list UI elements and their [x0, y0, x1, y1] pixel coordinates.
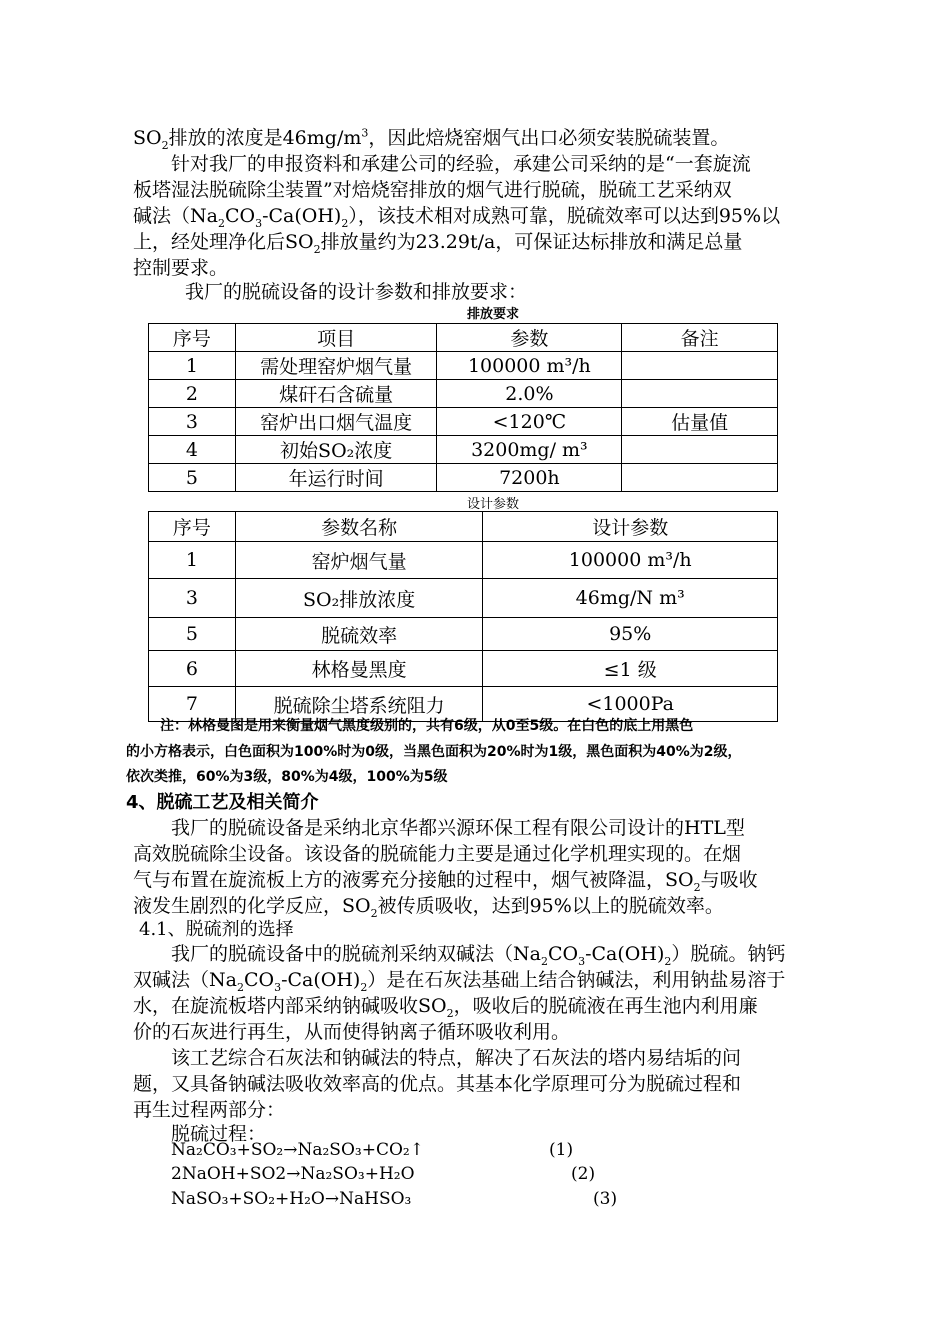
table-cell: 1 [149, 352, 236, 380]
equation-number: (3) [593, 1189, 618, 1209]
table-cell: 初始SO₂浓度 [235, 436, 437, 464]
paragraph-line: 脱硫过程： [171, 1123, 267, 1145]
equation-number: (2) [571, 1164, 596, 1184]
paragraph-line: 价的石灰进行再生，从而使得钠离子循环吸收利用。 [133, 1021, 571, 1043]
paragraph-line: 板塔湿法脱硫除尘装置”对焙烧窑排放的烟气进行脱硫，脱硫工艺采纳双 [133, 179, 732, 201]
paragraph-line: 针对我厂的申报资料和承建公司的经验，承建公司采纳的是“一套旋流 [171, 153, 751, 175]
paragraph-line: 高效脱硫除尘设备。该设备的脱硫能力主要是通过化学机理实现的。在烟 [133, 843, 742, 865]
table-cell: 窑炉烟气量 [235, 542, 483, 579]
table-cell: 窑炉出口烟气温度 [235, 408, 437, 436]
table-cell: 100000 m³/h [437, 352, 622, 380]
table-caption: 排放要求 [467, 307, 520, 322]
table-cell: 林格曼黑度 [235, 651, 483, 687]
table-cell: 脱硫效率 [235, 618, 483, 651]
table-cell: 2.0% [437, 380, 622, 408]
paragraph-line: 我厂的脱硫设备中的脱硫剂采纳双碱法$(Na_2CO_3-Ca(OH)_2)$脱硫。钠钙 [171, 943, 786, 968]
table-cell: 4 [149, 436, 236, 464]
table-cell: ≤1 级 [483, 651, 778, 687]
design-parameters-table [148, 511, 778, 722]
table-cell: 5 [149, 618, 236, 651]
paragraph-line: 我厂的脱硫设备是采纳北京华都兴源环保工程有限公司设计的HTL型 [171, 817, 745, 839]
chemical-equation: NaSO₃+SO₂+H₂O→NaHSO₃ [171, 1189, 412, 1209]
table-cell: 46mg/N m³ [483, 579, 778, 618]
table-cell: 7200h [437, 464, 622, 492]
table-header: 参数 [437, 324, 622, 352]
note-line: 注：林格曼图是用来衡量烟气黑度级别的，共有6级，从0至5级。在白色的底上用黑色 [160, 718, 694, 734]
chemical-equation: Na₂CO₃+SO₂→Na₂SO₃+CO₂↑ [171, 1140, 424, 1160]
paragraph-line: 气与布置在旋流板上方的液雾充分接触的过程中，烟气被降温，$SO_2$与吸收 [133, 869, 758, 894]
table-cell: 2 [149, 380, 236, 408]
subsection-heading: 4.1、脱硫剂的选择 [139, 919, 294, 940]
table-header: 序号 [149, 324, 236, 352]
table-cell: 95% [483, 618, 778, 651]
section-heading: 4、脱硫工艺及相关简介 [126, 792, 319, 813]
table-cell: <120℃ [437, 408, 622, 436]
paragraph-line: 液发生剧烈的化学反应，$SO_2$被传质吸收，达到95%以上的脱硫效率。 [133, 895, 724, 920]
paragraph-line: 题，又具备钠碱法吸收效率高的优点。其基本化学原理可分为脱硫过程和 [133, 1073, 742, 1095]
table-cell: 5 [149, 464, 236, 492]
paragraph-line: 再生过程两部分： [133, 1099, 286, 1121]
table-cell: 估量值 [622, 408, 778, 436]
paragraph-line: 碱法$(Na_2CO_3-Ca(OH)_2)$，该技术相对成熟可靠，脱硫效率可以达到95%以 [133, 205, 781, 230]
table-cell: 6 [149, 651, 236, 687]
table-cell [622, 464, 778, 492]
table-header: 设计参数 [483, 512, 778, 542]
table-header: 参数名称 [235, 512, 483, 542]
table-cell: 3 [149, 408, 236, 436]
paragraph-line: 该工艺综合石灰法和钠碱法的特点，解决了石灰法的塔内易结垢的问 [171, 1047, 742, 1069]
table-cell [622, 352, 778, 380]
table-cell: 3200mg/ m³ [437, 436, 622, 464]
table-cell [622, 380, 778, 408]
paragraph-line: 上，经处理净化后$SO_2$排放量约为23.29t/a，可保证达标排放和满足总量 [133, 231, 743, 256]
note-line: 依次类推，60%为3级，80%为4级，100%为5级 [126, 769, 448, 785]
note-line: 的小方格表示，白色面积为100%时为0级，当黑色面积为20%时为1级，黑色面积为40%为2级， [126, 744, 742, 760]
emission-requirements-table [148, 323, 778, 492]
table-cell: SO₂排放浓度 [235, 579, 483, 618]
table-cell: 7 [149, 687, 236, 722]
paragraph-line: 我厂的脱硫设备的设计参数和排放要求： [185, 281, 528, 303]
table-header: 项目 [235, 324, 437, 352]
equation-number: (1) [549, 1140, 574, 1160]
paragraph-line: 控制要求。 [133, 257, 229, 279]
table-cell [622, 436, 778, 464]
table-cell: 煤矸石含硫量 [235, 380, 437, 408]
table-cell: <1000Pa [483, 687, 778, 722]
table-cell: 需处理窑炉烟气量 [235, 352, 437, 380]
chemical-equation: 2NaOH+SO2→Na₂SO₃+H₂O [171, 1164, 415, 1184]
table-cell: 1 [149, 542, 236, 579]
paragraph-line: 双碱法$(Na_2CO_3-Ca(OH)_2)$是在石灰法基础上结合钠碱法，利用钠盐易溶于 [133, 969, 786, 994]
table-cell: 100000 m³/h [483, 542, 778, 579]
paragraph-line: $SO_2$排放的浓度是$46mg/m^3$，因此焙烧窑烟气出口必须安装脱硫装置。 [133, 126, 730, 152]
table-cell: 年运行时间 [235, 464, 437, 492]
table-caption: 设计参数 [467, 497, 520, 512]
table-cell: 3 [149, 579, 236, 618]
table-header: 序号 [149, 512, 236, 542]
paragraph-line: 水，在旋流板塔内部采纳钠碱吸收$SO_2$，吸收后的脱硫液在再生池内利用廉 [133, 995, 758, 1020]
table-header: 备注 [622, 324, 778, 352]
table-cell: 脱硫除尘塔系统阻力 [235, 687, 483, 722]
